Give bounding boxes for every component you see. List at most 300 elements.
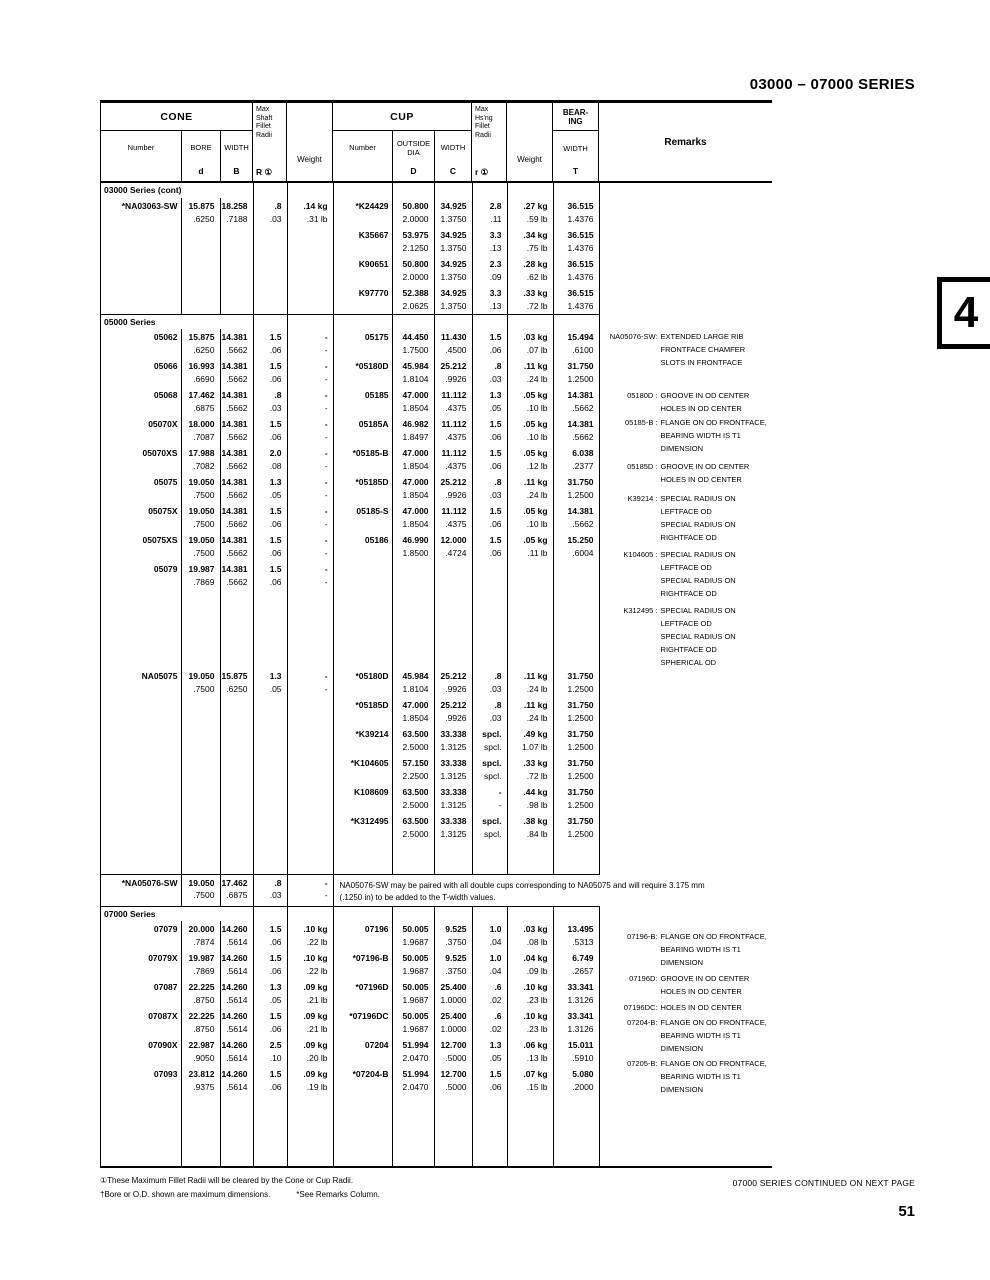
cone-dim2-cell: 15.875 .6250 — [220, 668, 253, 697]
fill-cell — [553, 314, 599, 329]
cup-fillet-cell: 1.3 .05 — [472, 1037, 507, 1066]
chapter-tab-number: 4 — [953, 288, 979, 337]
cone-fillet-cell: 1.5 .06 — [253, 416, 287, 445]
cone-fillet-cell: 1.5 .06 — [253, 358, 287, 387]
cone-dim1-cell — [181, 784, 220, 813]
cone-fillet-cell — [253, 755, 287, 784]
cup-fillet-cell: 1.3 .05 — [472, 387, 507, 416]
cup-weight-cell: .33 kg .72 lb — [507, 285, 553, 314]
cone-dim2-cell: 17.462 .6875 — [220, 874, 253, 906]
cone-weight-cell — [287, 784, 333, 813]
cone-fillet-cell: 2.5 .10 — [253, 1037, 287, 1066]
cup-fillet-cell — [472, 561, 507, 590]
cup-dim2-cell: 9.525 .3750 — [434, 921, 472, 950]
remark-label: 05185D : — [627, 462, 658, 471]
fill-cell — [434, 590, 472, 668]
cup-weight-cell: .05 kg .10 lb — [507, 416, 553, 445]
cup-weight-cell: .05 kg .10 lb — [507, 503, 553, 532]
cup-number-cell: *05180D — [333, 668, 392, 697]
remark-line: SPECIAL RADIUS ON — [660, 550, 736, 559]
cup-weight-cell: .10 kg .23 lb — [507, 1008, 553, 1037]
fill-cell — [553, 906, 599, 921]
cup-fillet-cell: .6 .02 — [472, 979, 507, 1008]
cup-number-cell: K35667 — [333, 227, 392, 256]
shaft-fillet-symbol: R ① — [256, 167, 273, 177]
cup-weight-cell: .05 kg .12 lb — [507, 445, 553, 474]
cup-weight-cell — [507, 561, 553, 590]
cone-dim1-cell: 15.875 .6250 — [181, 329, 220, 358]
cone-weight-cell: - - — [287, 668, 333, 697]
cup-fillet-cell: .8 .03 — [472, 474, 507, 503]
cone-fillet-cell — [253, 227, 287, 256]
cone-dim1-cell: 19.987 .7869 — [181, 950, 220, 979]
bearing-width-cell: 36.515 1.4376 — [553, 256, 599, 285]
cup-dim2-cell: 25.400 1.0000 — [434, 1008, 472, 1037]
cone-fillet-cell: 1.5 .06 — [253, 950, 287, 979]
cone-dim2-cell: 14.260 .5614 — [220, 1066, 253, 1095]
fill-cell — [507, 1095, 553, 1166]
bearing-width-cell: 31.750 1.2500 — [553, 755, 599, 784]
fill-cell — [392, 314, 434, 329]
housing-fillet-header — [472, 103, 507, 181]
bearing-width-cell: 31.750 1.2500 — [553, 813, 599, 842]
outside-dia-symbol: D — [410, 166, 417, 176]
cone-number-cell: 05070X — [101, 416, 181, 445]
bearing-row — [101, 1008, 599, 1037]
cup-number-label: Number — [349, 143, 376, 153]
cup-number-cell: *05185-B — [333, 445, 392, 474]
fill-cell — [553, 183, 599, 198]
remark-line: GROOVE IN OD CENTER — [660, 462, 750, 471]
cup-dim1-cell — [392, 561, 434, 590]
cup-fillet-cell: 1.0 .04 — [472, 921, 507, 950]
cup-number-cell: *05185D — [333, 697, 392, 726]
bearing-row — [101, 474, 599, 503]
cup-dim1-cell: 50.800 2.0000 — [392, 198, 434, 227]
cup-dim1-cell: 63.500 2.5000 — [392, 784, 434, 813]
cone-fillet-cell: 1.5 .06 — [253, 1008, 287, 1037]
remark-line: DIMENSION — [660, 1085, 704, 1094]
remark-line: DIMENSION — [660, 444, 704, 453]
cup-number-symbol — [333, 166, 392, 181]
cone-dim2-cell — [220, 285, 253, 314]
bearing-row — [101, 227, 599, 256]
cup-number-header — [333, 131, 392, 181]
cup-weight-cell: .27 kg .59 lb — [507, 198, 553, 227]
cone-weight-cell: - - — [287, 474, 333, 503]
cup-dim2-cell: 11.112 .4375 — [434, 445, 472, 474]
cup-fillet-cell: 1.5 .06 — [472, 329, 507, 358]
cone-dim2-cell — [220, 813, 253, 842]
bearing-width-cell: 14.381 .5662 — [553, 416, 599, 445]
cup-width-label: WIDTH — [440, 143, 466, 153]
cone-width-header — [220, 131, 252, 181]
cup-dim1-cell: 50.005 1.9687 — [392, 950, 434, 979]
cone-weight-cell: .09 kg .20 lb — [287, 1037, 333, 1066]
remark-line: FLANGE ON OD FRONTFACE, — [660, 932, 767, 941]
remark-label: 07196D: — [629, 974, 658, 983]
remark-line: SPECIAL RADIUS ON — [660, 494, 736, 503]
cup-fillet-cell: .8 .03 — [472, 697, 507, 726]
cup-fillet-cell: 1.5 .06 — [472, 416, 507, 445]
cup-fillet-cell: 2.3 .09 — [472, 256, 507, 285]
bearing-row — [101, 813, 599, 842]
cone-weight-cell: .09 kg .21 lb — [287, 979, 333, 1008]
cone-dim2-cell: 18.258 .7188 — [220, 198, 253, 227]
cone-number-cell — [101, 256, 181, 285]
cup-fillet-cell: .6 .02 — [472, 1008, 507, 1037]
cup-weight-cell: .11 kg .24 lb — [507, 668, 553, 697]
remark-text — [661, 930, 767, 969]
cone-number-cell: 07079 — [101, 921, 181, 950]
cup-dim1-cell: 50.800 2.0000 — [392, 256, 434, 285]
remark-line: FRONTFACE CHAMFER — [660, 345, 746, 354]
cone-dim2-cell: 14.260 .5614 — [220, 950, 253, 979]
cone-fillet-cell — [253, 697, 287, 726]
cone-weight-cell: - - — [287, 503, 333, 532]
cup-dim2-cell: 34.925 1.3750 — [434, 227, 472, 256]
bearing-width-symbol: T — [572, 166, 579, 176]
cone-number-header — [101, 131, 181, 181]
remark-label: 07205-B: — [627, 1059, 658, 1068]
cup-weight-label: Weight — [517, 155, 542, 164]
cone-weight-cell — [287, 697, 333, 726]
cone-fillet-cell: .8 .03 — [253, 387, 287, 416]
remark-item — [600, 1016, 772, 1055]
remark-label: 07196DC: — [623, 1003, 658, 1012]
cup-weight-header — [507, 103, 553, 181]
remark-line: LEFTFACE OD — [660, 619, 712, 628]
cup-dim1-cell: 47.000 1.8504 — [392, 697, 434, 726]
cone-dim1-cell — [181, 697, 220, 726]
bearing-width-cell: 13.495 .5313 — [553, 921, 599, 950]
bearing-width-cell: 6.749 .2657 — [553, 950, 599, 979]
cup-weight-cell: .10 kg .23 lb — [507, 979, 553, 1008]
cone-fillet-cell: 1.5 .06 — [253, 532, 287, 561]
cone-weight-cell — [287, 285, 333, 314]
outside-dia-header — [392, 131, 434, 181]
fill-cell — [434, 906, 472, 921]
bearing-table — [100, 100, 772, 1168]
remark-line: EXTENDED LARGE RIB — [660, 332, 744, 341]
fill-cell — [472, 842, 507, 874]
note-line: NA05076-SW may be paired with all double cups corresponding to NA05075 and will require 3.175 mm — [339, 880, 705, 890]
cone-dim1-cell — [181, 285, 220, 314]
cone-fillet-cell — [253, 256, 287, 285]
cone-dim2-cell: 14.260 .5614 — [220, 1037, 253, 1066]
cone-dim1-cell: 22.225 .8750 — [181, 979, 220, 1008]
remark-item — [600, 930, 772, 969]
cup-fillet-cell: 1.5 .06 — [472, 1066, 507, 1095]
bearing-row — [101, 1037, 599, 1066]
fill-cell — [392, 590, 434, 668]
cone-dim2-cell: 14.381 .5662 — [220, 387, 253, 416]
cone-dim1-cell: 20.000 .7874 — [181, 921, 220, 950]
fill-cell — [472, 314, 507, 329]
cup-number-cell: *07196D — [333, 979, 392, 1008]
bearing-row — [101, 784, 599, 813]
cone-dim2-cell: 14.381 .5662 — [220, 445, 253, 474]
cup-dim2-cell: 11.430 .4500 — [434, 329, 472, 358]
cup-width-symbol: C — [449, 166, 457, 176]
fill-cell — [333, 183, 392, 198]
cup-fillet-cell: - - — [472, 784, 507, 813]
cone-weight-cell — [287, 755, 333, 784]
cone-fillet-cell: 2.0 .08 — [253, 445, 287, 474]
remark-line: HOLES IN OD CENTER — [660, 987, 742, 996]
cone-dim2-cell — [220, 697, 253, 726]
remark-item — [600, 460, 772, 486]
bearing-row — [101, 198, 599, 227]
cone-weight-cell: .10 kg .22 lb — [287, 950, 333, 979]
cup-fillet-cell: .8 .03 — [472, 668, 507, 697]
cone-dim2-cell: 14.381 .5662 — [220, 503, 253, 532]
cone-weight-cell: - - — [287, 874, 333, 906]
cup-dim2-cell: 34.925 1.3750 — [434, 285, 472, 314]
cone-weight-cell — [287, 726, 333, 755]
cone-weight-header — [287, 103, 333, 181]
remarks-header: Remarks — [664, 136, 707, 148]
cup-weight-cell: .11 kg .24 lb — [507, 358, 553, 387]
bearing-width-cell: 14.381 .5662 — [553, 503, 599, 532]
bearing-width-cell: 15.011 .5910 — [553, 1037, 599, 1066]
cone-weight-cell: - - — [287, 387, 333, 416]
cup-weight-cell: .34 kg .75 lb — [507, 227, 553, 256]
remarks-column — [600, 183, 772, 1166]
cone-number-cell: 05066 — [101, 358, 181, 387]
cup-number-cell: *07196-B — [333, 950, 392, 979]
remark-label: 05180D : — [627, 391, 658, 400]
cone-fillet-cell: 1.3 .05 — [253, 474, 287, 503]
fill-cell — [392, 842, 434, 874]
bearing-width-cell: 31.750 1.2500 — [553, 668, 599, 697]
remark-label: K39214 : — [627, 494, 658, 503]
cone-weight-label: Weight — [297, 155, 322, 164]
cone-subheader — [101, 131, 252, 181]
page-number: 51 — [898, 1203, 915, 1220]
bearing-row — [101, 561, 599, 590]
cone-weight-cell: - - — [287, 532, 333, 561]
table-body — [101, 183, 772, 1166]
bearing-row — [101, 921, 599, 950]
cup-dim2-cell: 25.400 1.0000 — [434, 979, 472, 1008]
cone-weight-cell: - - — [287, 561, 333, 590]
bearing-row — [101, 950, 599, 979]
page-title: 03000 – 07000 SERIES — [749, 76, 915, 93]
remark-line: GROOVE IN OD CENTER — [660, 391, 750, 400]
remark-text — [661, 1057, 767, 1096]
cone-number-cell: *NA05076-SW — [101, 874, 181, 906]
cup-dim2-cell: 33.338 1.3125 — [434, 813, 472, 842]
shaft-fillet-header — [253, 103, 287, 181]
remark-line: BEARING WIDTH IS T1 — [660, 945, 741, 954]
cone-dim2-cell: 14.260 .5614 — [220, 921, 253, 950]
remark-line: FLANGE ON OD FRONTFACE, — [660, 418, 767, 427]
cone-number-cell — [101, 726, 181, 755]
housing-fillet-label: Max Hs'ng Fillet Radii — [475, 106, 493, 139]
fill-cell — [253, 183, 287, 198]
bearing-row — [101, 532, 599, 561]
cup-dim2-cell: 33.338 1.3125 — [434, 784, 472, 813]
cone-dim1-cell: 22.225 .8750 — [181, 1008, 220, 1037]
bearing-row — [101, 979, 599, 1008]
cone-dim2-cell — [220, 755, 253, 784]
fill-cell — [472, 906, 507, 921]
cone-fillet-cell — [253, 813, 287, 842]
fill-cell — [333, 590, 392, 668]
cup-number-cell: K90651 — [333, 256, 392, 285]
remark-line: LEFTFACE OD — [660, 563, 712, 572]
bearing-label: BEAR- ING — [553, 103, 598, 131]
cone-width-symbol: B — [233, 166, 240, 176]
fill-cell — [181, 590, 220, 668]
table-header — [101, 103, 772, 183]
cone-number-cell: 07087X — [101, 1008, 181, 1037]
cup-weight-cell: .38 kg .84 lb — [507, 813, 553, 842]
cup-fillet-cell: 3.3 .13 — [472, 285, 507, 314]
cone-number-cell: 05079 — [101, 561, 181, 590]
bore-label: BORE — [190, 143, 212, 153]
remark-line: SPECIAL RADIUS ON — [660, 520, 736, 529]
bearing-width-cell: 33.341 1.3126 — [553, 1008, 599, 1037]
fill-cell — [253, 906, 287, 921]
remark-text — [661, 389, 750, 415]
cup-dim1-cell: 44.450 1.7500 — [392, 329, 434, 358]
footnote-fillet-radii: ①These Maximum Fillet Radii will be cleared by the Cone or Cup Radii. — [100, 1176, 354, 1185]
cup-fillet-cell: spcl. spcl. — [472, 726, 507, 755]
cone-number-cell: 05075XS — [101, 532, 181, 561]
cup-dim1-cell: 50.005 1.9687 — [392, 921, 434, 950]
remark-text — [661, 460, 750, 486]
bearing-width-cell — [553, 561, 599, 590]
remark-label: 05185-B : — [625, 418, 658, 427]
cup-dim2-cell: 33.338 1.3125 — [434, 726, 472, 755]
cup-number-cell: K97770 — [333, 285, 392, 314]
cone-dim1-cell: 19.050 .7500 — [181, 668, 220, 697]
fill-cell — [553, 590, 599, 668]
remark-line: SPECIAL RADIUS ON — [660, 576, 736, 585]
remark-line: SPHERICAL OD — [660, 658, 717, 667]
cup-fillet-cell: .8 .03 — [472, 358, 507, 387]
cup-number-cell: *K312495 — [333, 813, 392, 842]
remark-line: BEARING WIDTH IS T1 — [660, 1072, 741, 1081]
remark-label: 07196-B: — [627, 932, 658, 941]
remark-item — [600, 1057, 772, 1096]
fill-cell — [507, 842, 553, 874]
cone-number-cell — [101, 813, 181, 842]
bore-symbol: d — [198, 166, 204, 176]
bearing-width-label: WIDTH — [563, 144, 588, 153]
cone-dim2-cell — [220, 726, 253, 755]
spacer-row — [101, 842, 599, 874]
fill-cell — [220, 1095, 253, 1166]
cup-fillet-cell: 1.5 .06 — [472, 503, 507, 532]
bearing-row — [101, 256, 599, 285]
cup-dim2-cell: 12.000 .4724 — [434, 532, 472, 561]
cup-fillet-cell: spcl. spcl. — [472, 755, 507, 784]
series-row — [101, 906, 599, 921]
bearing-width-cell: 33.341 1.3126 — [553, 979, 599, 1008]
remark-item — [600, 548, 772, 600]
cup-fillet-cell: 1.5 .06 — [472, 532, 507, 561]
remark-line: DIMENSION — [660, 958, 704, 967]
cup-number-cell: 05185 — [333, 387, 392, 416]
remark-item — [600, 330, 772, 369]
cup-fillet-cell: 2.8 .11 — [472, 198, 507, 227]
cup-dim2-cell: 34.925 1.3750 — [434, 198, 472, 227]
cone-fillet-cell: .8 .03 — [253, 874, 287, 906]
cup-number-cell: 05185A — [333, 416, 392, 445]
bearing-width-cell: 5.080 .2000 — [553, 1066, 599, 1095]
cup-fillet-cell: 1.5 .06 — [472, 445, 507, 474]
fill-cell — [253, 842, 287, 874]
cone-header: CONE — [101, 103, 252, 131]
cone-dim1-cell: 19.987 .7869 — [181, 561, 220, 590]
cone-number-cell: 05075X — [101, 503, 181, 532]
fill-cell — [287, 1095, 333, 1166]
cone-dim1-cell — [181, 227, 220, 256]
cone-fillet-cell — [253, 726, 287, 755]
cup-weight-cell: .44 kg .98 lb — [507, 784, 553, 813]
cup-fillet-cell: 3.3 .13 — [472, 227, 507, 256]
cone-dim1-cell: 18.000 .7087 — [181, 416, 220, 445]
cup-weight-cell: .03 kg .07 lb — [507, 329, 553, 358]
cup-dim1-cell: 47.000 1.8504 — [392, 503, 434, 532]
remark-line: RIGHTFACE OD — [660, 645, 717, 654]
fill-cell — [253, 1095, 287, 1166]
fill-cell — [101, 842, 181, 874]
bearing-row — [101, 755, 599, 784]
cup-number-cell: *K39214 — [333, 726, 392, 755]
remark-item — [600, 1001, 772, 1014]
remark-label: K104605 : — [623, 550, 658, 559]
remark-line: SPECIAL RADIUS ON — [660, 606, 736, 615]
cup-number-cell: *05185D — [333, 474, 392, 503]
fill-cell — [220, 842, 253, 874]
pairing-note-row — [101, 874, 599, 906]
fill-cell — [472, 590, 507, 668]
bearing-width-cell: 36.515 1.4376 — [553, 227, 599, 256]
cone-weight-cell — [287, 227, 333, 256]
fill-cell — [287, 183, 333, 198]
remark-line: HOLES IN OD CENTER — [660, 475, 742, 484]
fill-cell — [472, 183, 507, 198]
fill-cell — [333, 906, 392, 921]
cone-dim1-cell: 23.812 .9375 — [181, 1066, 220, 1095]
cone-weight-cell: - - — [287, 416, 333, 445]
cup-dim2-cell: 12.700 .5000 — [434, 1066, 472, 1095]
bearing-row — [101, 726, 599, 755]
cone-dim1-cell — [181, 755, 220, 784]
continued-note: 07000 SERIES CONTINUED ON NEXT PAGE — [732, 1178, 915, 1188]
bearing-row — [101, 697, 599, 726]
cup-weight-cell: .03 kg .08 lb — [507, 921, 553, 950]
cone-dim1-cell: 19.050 .7500 — [181, 503, 220, 532]
cup-dim1-cell: 50.005 1.9687 — [392, 1008, 434, 1037]
cup-dim1-cell: 57.150 2.2500 — [392, 755, 434, 784]
bore-header — [181, 131, 220, 181]
bearing-width-cell: 31.750 1.2500 — [553, 358, 599, 387]
remark-line: GROOVE IN OD CENTER — [660, 974, 750, 983]
cone-dim1-cell — [181, 256, 220, 285]
cone-dim2-cell: 14.381 .5662 — [220, 416, 253, 445]
pairing-note-cell — [333, 874, 705, 906]
cone-fillet-cell: 1.5 .06 — [253, 921, 287, 950]
cup-header-group — [333, 103, 472, 181]
remark-label: NA05076-SW: — [609, 332, 658, 341]
fill-cell — [181, 1095, 220, 1166]
cone-number-symbol — [101, 166, 181, 181]
